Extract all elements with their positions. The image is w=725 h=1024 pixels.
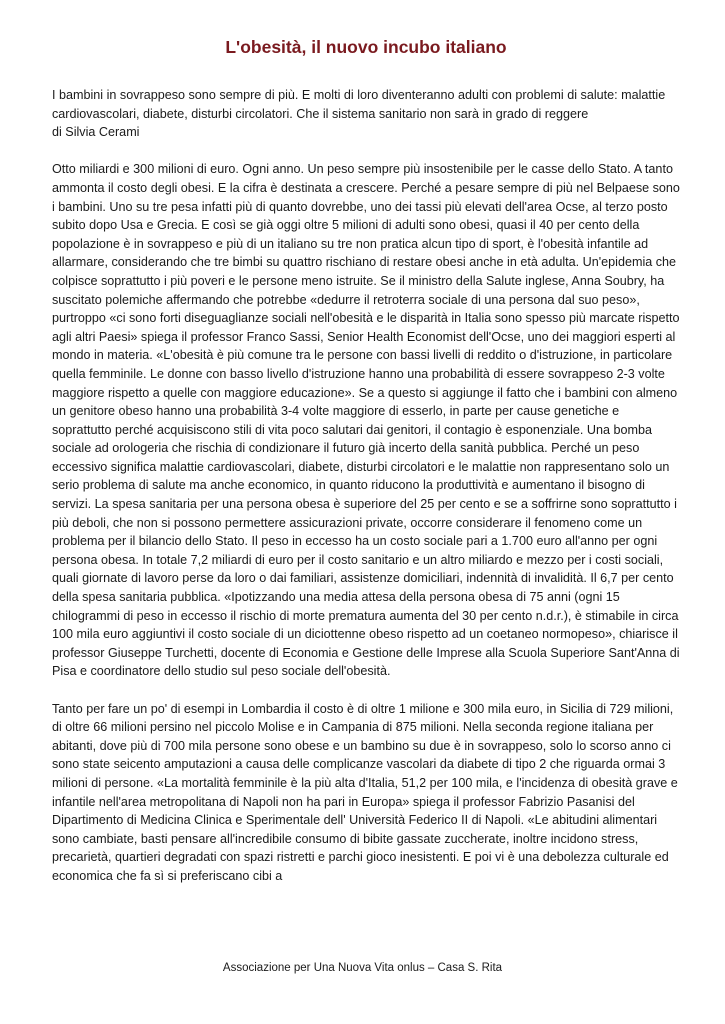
document-page (52, 0, 680, 886)
article-paragraph-1: Otto miliardi e 300 milioni di euro. Ogni anno. Un peso sempre più insostenibile per le casse dello Stato. A tanto ammonta il costo degli obesi. E la cifra è destinata a crescere. Perché a pesare sempre di più nel Belpaese sono i bambini. Uno su tre pesa infatti più di quanto dovrebbe, uno dei tassi più elevati dell'area Ocse, al terzo posto subito dopo Usa e Grecia. E così se già oggi oltre 5 milioni di adulti sono obesi, quasi il 40 per cento della popolazione è in sovrappeso e più di un italiano su tre non pratica alcun tipo di sport, è l'obesità infantile ad allarmare, considerando che tre bimbi su quattro rischiano di restare obesi anche in età adulta. Un'epidemia che colpisce soprattutto i più poveri e le persone meno istruite. Se il ministro della Salute inglese, Anna Soubry, ha suscitato polemiche affermando che potrebbe «dedurre il retroterra sociale di una persona dal suo peso», purtroppo «ci sono forti diseguaglianze sociali nell'obesità e le disparità in Italia sono spesso più marcate rispetto agli altri Paesi» spiega il professor Franco Sassi, Senior Health Economist dell'Ocse, uno dei maggiori esperti al mondo in materia. «L'obesità è più comune tra le persone con bassi livelli di reddito o d'istruzione, in particolare quella femminile. Le donne con basso livello d'istruzione hanno una probabilità di essere sovrappeso 2-3 volte maggiore rispetto a quelle con maggiore educazione». Se a questo si aggiunge il fatto che i bambini con almeno un genitore obeso hanno una probabilità 3-4 volte maggiore di esserlo, in parte per cause genetiche e soprattutto perché acquisiscono stili di vita poco salutari dai genitori, il contagio è esponenziale. Una bomba sociale ad orologeria che rischia di condizionare il futuro già incerto della sanità pubblica. Perché un peso eccessivo significa malattie cardiovascolari, diabete, disturbi circolatori e le malattie non rappresentano solo un serio problema di salute ma anche economico, in quanto riducono la produttività e aumentano il bisogno di servizi. La spesa sanitaria per una persona obesa è superiore del 25 per cento e se a soffrirne sono soprattutto i più deboli, che non si possono permettere assicurazioni private, occorre considerare il fenomeno come un problema per il bilancio dello Stato. Il peso in eccesso ha un costo sociale pari a 1.700 euro all'anno per ogni persona obesa. In totale 7,2 miliardi di euro per il costo sanitario e un altro miliardo e mezzo per i costi sociali, quali giornate di lavoro perse da loro o dai familiari, assistenze domiciliari, indennità di invalidità. Il 6,7 per cento della spesa sanitaria pubblica. «Ipotizzando una media attesa della persona obesa di 75 anni (ogni 15 chilogrammi di peso in eccesso il rischio di morte prematura aumenta del 30 per cento n.d.r.), è stimabile in circa 100 mila euro aggiuntivi il costo sociale di un diciottenne obeso rispetto ad un coetaneo normopeso», chiarisce il professor Giuseppe Turchetti, docente di Economia e Gestione delle Imprese alla Scuola Superiore Sant'Anna di Pisa e coordinatore dello studio sul peso sociale dell'obesità. (52, 162, 680, 679)
page-title: L'obesità, il nuovo incubo italiano (225, 37, 507, 57)
page-footer: Associazione per Una Nuova Vita onlus – Casa S. Rita (222, 962, 503, 974)
article-author: di Silvia Cerami (52, 125, 140, 140)
article-lead: I bambini in sovrappeso sono sempre di più. E molti di loro diventeranno adulti con problemi di salute: malattie cardiovascolari, diabete, disturbi circolatori. Che il sistema sanitario non sarà in grado di reggere (52, 88, 666, 121)
article-paragraph-2: Tanto per fare un po' di esempi in Lombardia il costo è di oltre 1 milione e 300 mila euro, in Sicilia di 729 milioni, di oltre 66 milioni persino nel piccolo Molise e in Campania di 875 milioni. Nella seconda regione italiana per abitanti, dove più di 700 mila persone sono obese e un bambino su due è in sovrappeso, solo lo scorso anno ci sono state seicento amputazioni a causa delle complicanze vascolari da diabete di tipo 2 che riguarda ormai 3 milioni di persone. «La mortalità femminile è la più alta d'Italia, 51,2 per 100 mila, e l'incidenza di obesità grave e infantile nell'area metropolitana di Napoli non ha pari in Europa» spiega il professor Fabrizio Pasanisi del Dipartimento di Medicina Clinica e Sperimentale dell' Università Federico II di Napoli. «Le abitudini alimentari sono cambiate, basti pensare all'incredibile consumo di bibite gassate zuccherate, inoltre incidono stress, precarietà, quartieri degradati con spazi ristretti e parchi gioco inesistenti. E poi vi è una debolezza culturale ed economica che fa sì si preferiscano cibi a (52, 701, 678, 883)
